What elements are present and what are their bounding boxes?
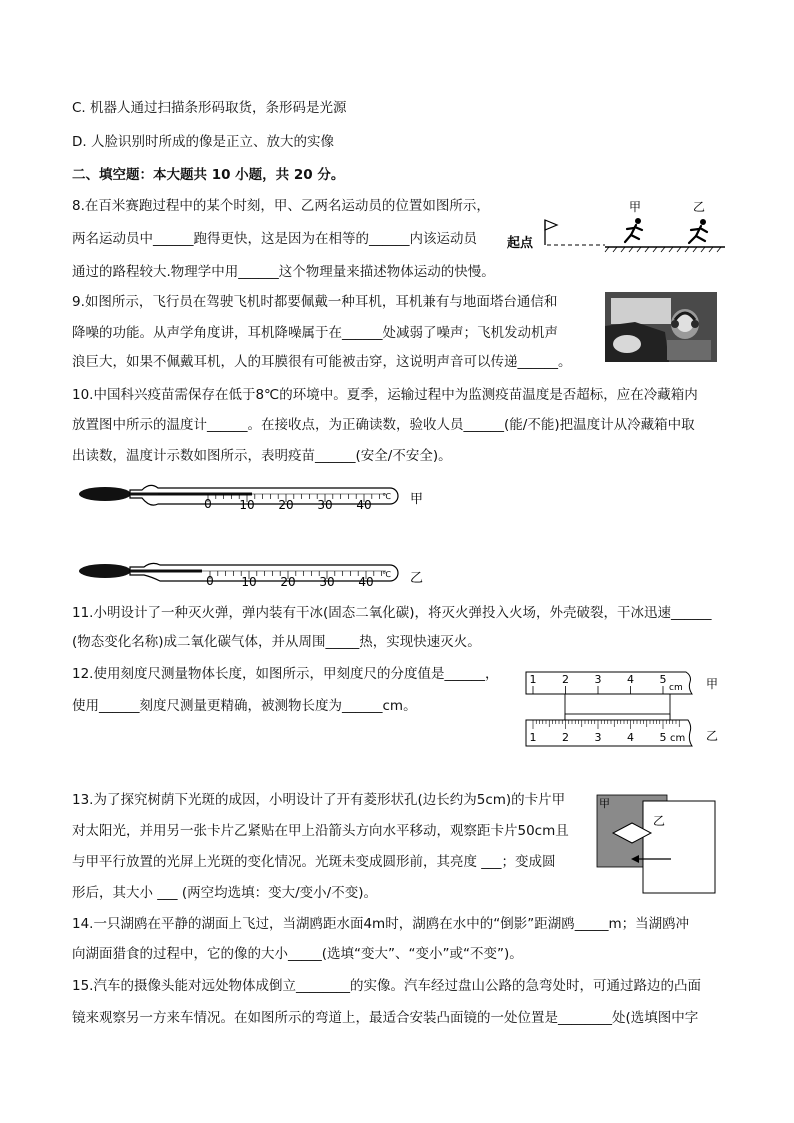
- thermo2-tick-10: 10: [241, 575, 257, 589]
- ruler1-unit: cm: [669, 683, 683, 693]
- q11-line2: (物态变化名称)成二氧化碳气体，并从周围_____热，实现快速灭火。: [72, 634, 481, 650]
- q12-line1: 12.使用刻度尺测量物体长度，如图所示，甲刻度尺的分度值是______，: [72, 666, 499, 682]
- option-d: D. 人脸识别时所成的像是正立、放大的实像: [72, 134, 334, 150]
- pilot-photo: [605, 292, 717, 362]
- thermo1-tick-20: 20: [278, 498, 294, 512]
- q8-line3: 通过的路程较大.物理学中用______这个物理量来描述物体运动的快慢。: [72, 264, 495, 280]
- ruler2-tick-4: 4: [627, 731, 634, 744]
- q9-line3: 浪巨大，如果不佩戴耳机，人的耳膜很有可能被击穿，这说明声音可以传递______。: [72, 354, 572, 370]
- q10-line2: 放置图中所示的温度计______。在接收点，为正确读数，验收人员______(能/不能)把温度计从冷藏箱中取: [72, 417, 695, 433]
- q10-line1: 10.中国科兴疫苗需保存在低于8℃的环境中。夏季，运输过程中为监测疫苗温度是否超标，应在冷藏箱内: [72, 387, 698, 403]
- q13-line3: 与甲平行放置的光屏上光斑的变化情况。光斑未变成圆形前，其亮度 ___；变成圆: [72, 854, 556, 870]
- ruler1-tick-1: 1: [529, 673, 537, 686]
- q11-line1: 11.小明设计了一种灭火弹，弹内装有干冰(固态二氧化碳)，将灭火弹投入火场，外壳破裂，干冰迅速______: [72, 605, 712, 621]
- thermo1-unit: ℃: [382, 492, 391, 501]
- q12-line2: 使用______刻度尺测量更精确，被测物长度为______cm。: [72, 698, 417, 714]
- q13-line1: 13.为了探究树荫下光斑的成因，小明设计了开有菱形状孔(边长约为5cm)的卡片甲: [72, 792, 566, 808]
- ruler1-tick-2: 2: [562, 673, 569, 686]
- q13-line4: 形后，其大小 ___ (两空均选填：变大/变小/不变)。: [72, 885, 377, 901]
- ruler1-label: 甲: [706, 677, 719, 691]
- thermo1-tick-40: 40: [356, 498, 372, 512]
- q14-line2: 向湖面猎食的过程中，它的像的大小_____(选填“变大”、“变小”或“不变”)。: [72, 946, 523, 962]
- ruler1-tick-3: 3: [594, 673, 602, 686]
- section-heading: 二、填空题：本大题共 10 小题，共 20 分。: [72, 167, 345, 183]
- ruler2-tick-5: 5: [659, 731, 667, 744]
- ruler1-tick-5: 5: [659, 673, 667, 686]
- runner-yi-label: 乙: [693, 200, 706, 214]
- q10-line3: 出读数，温度计示数如图所示，表明疫苗______(安全/不安全)。: [72, 448, 452, 464]
- option-c: C. 机器人通过扫描条形码取货，条形码是光源: [72, 100, 347, 116]
- thermo2-tick-0: 0: [206, 574, 214, 588]
- q9-line1: 9.如图所示，飞行员在驾驶飞机时都要佩戴一种耳机，耳机兼有与地面塔台通信和: [72, 294, 558, 310]
- ruler1-tick-4: 4: [627, 673, 634, 686]
- card-figure: [595, 793, 720, 895]
- thermo2-tick-40: 40: [358, 575, 374, 589]
- q14-line1: 14.一只湖鸥在平静的湖面上飞过，当湖鸥距水面4m时，湖鸥在水中的“倒影”距湖鸥_____m；当湖鸥冲: [72, 916, 690, 932]
- race-figure: [505, 195, 730, 265]
- ruler2-tick-3: 3: [594, 731, 602, 744]
- q13-line2: 对太阳光，并用另一张卡片乙紧贴在甲上沿箭头方向水平移动，观察距卡片50cm且: [72, 823, 569, 839]
- thermo2-label: 乙: [410, 571, 424, 586]
- card-yi-label: 乙: [653, 814, 666, 828]
- q9-line2: 降噪的功能。从声学角度讲，耳机降噪属于在______处减弱了噪声；飞机发动机声: [72, 325, 558, 341]
- ruler-figure: [522, 668, 727, 750]
- runner-yi-icon: [689, 219, 707, 243]
- runner-jia-label: 甲: [629, 200, 642, 214]
- ruler2-label: 乙: [706, 729, 719, 743]
- q8-line2: 两名运动员中______跑得更快，这是因为在相等的______内该运动员: [72, 231, 477, 247]
- thermometer-yi: [72, 555, 432, 595]
- thermo1-tick-0: 0: [204, 497, 212, 511]
- q15-line2: 镜来观察另一方来车情况。在如图所示的弯道上，最适合安装凸面镜的一处位置是________处(选填图中字: [72, 1010, 699, 1026]
- thermo2-unit: ℃: [382, 570, 391, 579]
- q8-line1: 8.在百米赛跑过程中的某个时刻，甲、乙两名运动员的位置如图所示，: [72, 198, 490, 214]
- card-jia-label: 甲: [599, 797, 610, 810]
- thermo2-tick-30: 30: [319, 575, 335, 589]
- ruler2-unit: cm: [670, 733, 686, 744]
- thermo2-tick-20: 20: [280, 575, 296, 589]
- start-label: 起点: [507, 236, 534, 251]
- thermometer-jia: [72, 478, 432, 518]
- ruler2-tick-2: 2: [562, 731, 569, 744]
- thermo1-label: 甲: [410, 492, 424, 507]
- q15-line1: 15.汽车的摄像头能对远处物体成倒立________的实像。汽车经过盘山公路的急弯处时，可通过路边的凸面: [72, 978, 701, 994]
- runner-jia-icon: [625, 218, 642, 242]
- ruler2-tick-1: 1: [529, 731, 537, 744]
- thermo1-tick-10: 10: [239, 498, 255, 512]
- thermo1-tick-30: 30: [317, 498, 333, 512]
